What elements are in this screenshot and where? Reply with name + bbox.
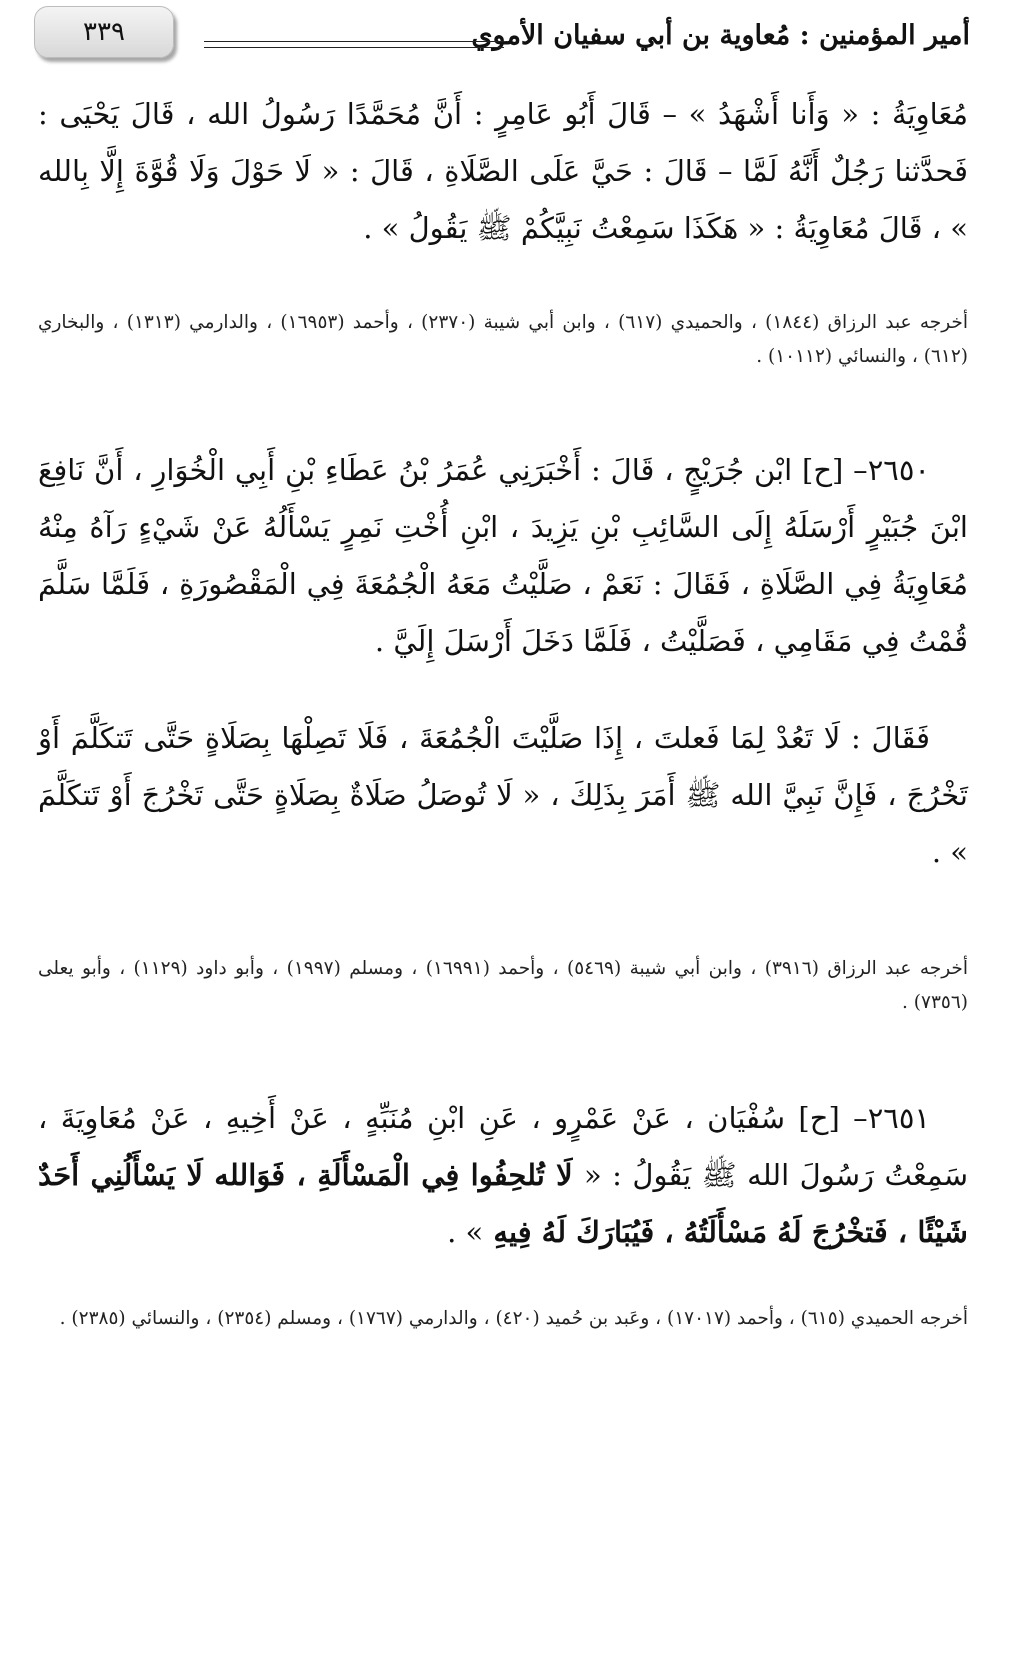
page-number: ٣٣٩ <box>83 17 125 47</box>
footnote-takhrij-2650 <box>38 952 968 1020</box>
hadith-isnad: ٢٦٥١– [ح] سُفْيَان ، عَنْ عَمْرٍو ، عَنِ ابْنِ مُنَبِّهٍ ، عَنْ أَخِيهِ ، عَنْ مُعَاوِيَةَ ، سَمِعْتُ رَسُولَ الله ﷺ يَقُولُ : « <box>38 1101 968 1192</box>
hadith-text: فَقَالَ : لَا تَعُدْ لِمَا فَعلتَ ، إِذَا صَلَّيْتَ الْجُمُعَةَ ، فَلَا تَصِلْهَا بِصَلَاةٍ حَتَّى تَتكَلَّمَ أَوْ تَخْرُجَ ، فَإِنَّ نَبِيَّ الله ﷺ أَمَرَ بِذَلِكَ ، « لَا تُوصَلُ صَلَاةٌ بِصَلَاةٍ حَتَّى تَخْرُجَ أَوْ تَتكَلَّمَ » . <box>38 721 968 869</box>
page-header <box>34 6 970 62</box>
paragraph-continuation <box>38 86 968 257</box>
footnote-text: أخرجه الحميدي (٦١٥) ، وأحمد (١٧٠١٧) ، وعَبد بن حُميد (٤٢٠) ، والدارمي (١٧٦٧) ، ومسلم (٢٣٥٤) ، والنسائي (٢٣٨٥) . <box>59 1308 968 1329</box>
hadith-2650 <box>38 442 968 670</box>
paragraph-text: مُعَاوِيَةُ : « وَأَنا أَشْهَدُ » – قَالَ أَبُو عَامِرٍ : أَنَّ مُحَمَّدًا رَسُولُ الله ، قَالَ يَحْيَى : فَحدَّثنا رَجُلٌ أَنَّهُ لَمَّا – قَالَ : حَيَّ عَلَى الصَّلَاةِ ، قَالَ : « لَا حَوْلَ وَلَا قُوَّةَ إِلَّا بِالله » ، قَالَ مُعَاوِيَةُ : « هَكَذَا سَمِعْتُ نَبِيَّكُمْ ﷺ يَقُولُ » . <box>38 97 968 245</box>
hadith-2650-continuation <box>38 710 968 881</box>
hadith-text: ٢٦٥٠– [ح] ابْن جُرَيْجٍ ، قَالَ : أَخْبَرَنِي عُمَرُ بْنُ عَطَاءِ بْنِ أَبِي الْخُوَارِ ، أَنَّ نَافِعَ ابْنَ جُبَيْرٍ أَرْسَلَهُ إِلَى السَّائِبِ بْنِ يَزِيدَ ، ابْنِ أُخْتِ نَمِرٍ يَسْأَلُهُ عَنْ شَيْءٍ رَآهُ مِنْهُ مُعَاوِيَةُ فِي الصَّلَاةِ ، فَقَالَ : نَعَمْ ، صَلَّيْتُ مَعَهُ الْجُمُعَةَ فِي الْمَقْصُورَةِ ، فَلَمَّا سَلَّمَ قُمْتُ فِي مَقَامِي ، فَصَلَّيْتُ ، فَلَمَّا دَخَلَ أَرْسَلَ إِلَيَّ . <box>38 453 968 658</box>
footnote-text: أخرجه عبد الرزاق (١٨٤٤) ، والحميدي (٦١٧) ، وابن أبي شيبة (٢٣٧٠) ، وأحمد (١٦٩٥٣) ، والدارمي (١٣١٣) ، والبخاري (٦١٢) ، والنسائي (١٠١١٢) . <box>38 312 968 367</box>
header-rule-bottom <box>204 47 504 48</box>
header-rule-top <box>204 41 504 42</box>
footnote-takhrij-1 <box>38 306 968 374</box>
hadith-closing: » . <box>447 1215 484 1249</box>
page-number-badge <box>34 6 174 58</box>
footnote-takhrij-2651 <box>38 1302 968 1336</box>
running-title: أمير المؤمنين : مُعاوية بن أبي سفيان الأموي <box>471 20 970 51</box>
footnote-text: أخرجه عبد الرزاق (٣٩١٦) ، وابن أبي شيبة (٥٤٦٩) ، وأحمد (١٦٩٩١) ، ومسلم (١٩٩٧) ، وأبو داود (١١٢٩) ، وأبو يعلى (٧٣٥٦) . <box>38 958 968 1013</box>
hadith-2651 <box>38 1090 968 1261</box>
hadith-matn: لَا تُلحِفُوا فِي الْمَسْأَلَةِ ، فَوَالله لَا يَسْأَلُنِي أَحَدٌ شَيْئًا ، فَتخْرُجَ لَهُ مَسْأَلَتُهُ ، فَيُبَارَكَ لَهُ فِيهِ <box>38 1158 968 1249</box>
